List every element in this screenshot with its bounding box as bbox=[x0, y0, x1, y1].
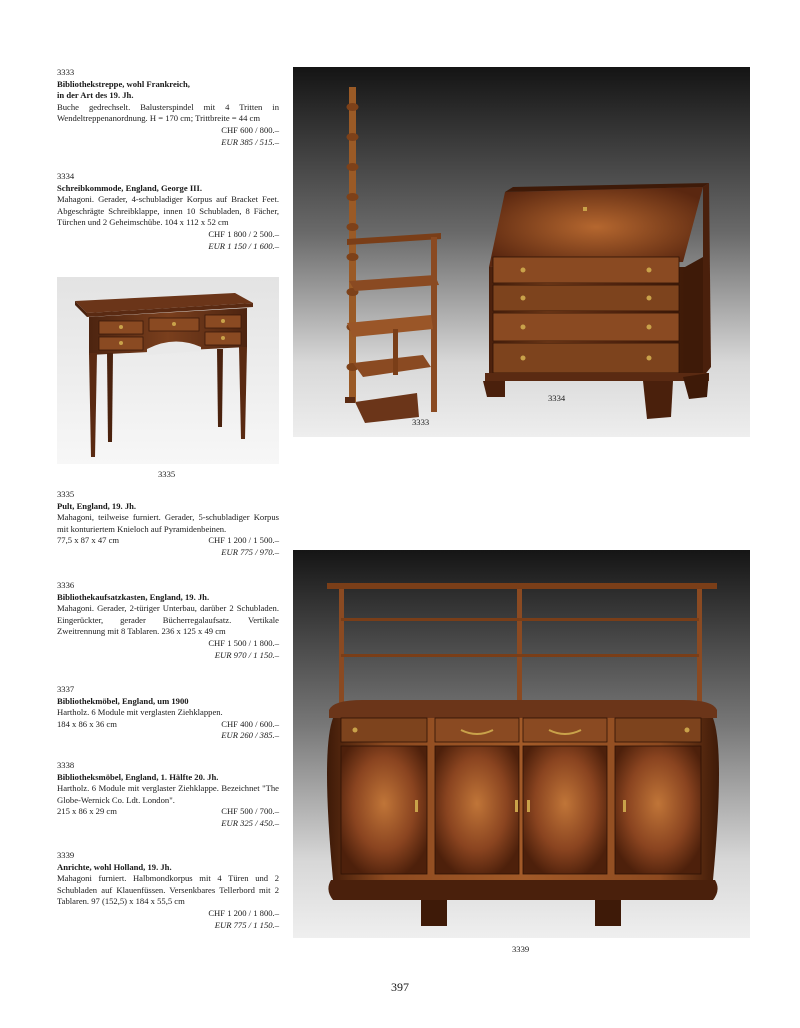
lot-estimate-chf: CHF 1 800 / 2 500.– bbox=[208, 228, 279, 239]
lot-3334 bbox=[57, 171, 279, 252]
lot-title: Schreibkommode, England, George III. bbox=[57, 182, 202, 193]
lot-3338 bbox=[57, 760, 279, 830]
lot-title: in der Art des 19. Jh. bbox=[57, 90, 134, 101]
lot-description: Mahagoni. Gerader, 2-türiger Unterbau, darüber 2 Schubladen. Eingerückter, gerader Bücherregalaufsatz. Vertikale Zweitrennung mit 8 Tablaren. 236 x 125 x 49 cm bbox=[57, 603, 279, 637]
lot-number: 3335 bbox=[57, 489, 75, 499]
lot-3333 bbox=[57, 67, 279, 148]
lot-estimate-chf: CHF 1 500 / 1 800.– bbox=[208, 637, 279, 648]
caption-3333: 3333 bbox=[412, 417, 430, 427]
lot-number: 3339 bbox=[57, 850, 75, 860]
lot-estimate-chf: CHF 600 / 800.– bbox=[221, 124, 279, 135]
lot-title: Bibliothekstreppe, wohl Frankreich, bbox=[57, 78, 190, 89]
lot-estimate-chf: CHF 1 200 / 1 500.– bbox=[208, 535, 279, 546]
photo-library-steps-and-bureau bbox=[293, 67, 750, 437]
caption-3339: 3339 bbox=[512, 944, 530, 954]
caption-3334: 3334 bbox=[548, 393, 566, 403]
writing-desk-illustration bbox=[57, 277, 279, 464]
lot-estimate-chf: CHF 500 / 700.– bbox=[221, 806, 279, 817]
lot-estimate-chf: CHF 1 200 / 1 800.– bbox=[208, 907, 279, 918]
caption-3335: 3335 bbox=[158, 469, 176, 479]
page-number: 397 bbox=[391, 980, 409, 994]
lot-dimensions: 184 x 86 x 36 cm bbox=[57, 718, 117, 729]
lot-3339 bbox=[57, 850, 279, 931]
lot-title: Pult, England, 19. Jh. bbox=[57, 500, 137, 511]
lot-3336 bbox=[57, 580, 279, 661]
photo-writing-desk bbox=[57, 277, 279, 464]
lot-estimate-eur: EUR 385 / 515.– bbox=[221, 136, 279, 147]
lot-estimate-eur: EUR 260 / 385.– bbox=[221, 730, 279, 741]
lot-number: 3336 bbox=[57, 580, 75, 590]
steps-and-bureau-illustration bbox=[293, 67, 750, 437]
photo-sideboard bbox=[293, 550, 750, 938]
lot-estimate-eur: EUR 970 / 1 150.– bbox=[214, 649, 279, 660]
lot-title: Bibliothekmöbel, England, um 1900 bbox=[57, 695, 189, 706]
lot-number: 3334 bbox=[57, 171, 75, 181]
sideboard-illustration bbox=[293, 550, 750, 938]
lot-estimate-chf: CHF 400 / 600.– bbox=[221, 718, 279, 729]
lot-3335 bbox=[57, 489, 279, 559]
lot-estimate-eur: EUR 1 150 / 1 600.– bbox=[208, 240, 279, 251]
lot-description: Buche gedrechselt. Balusterspindel mit 4 Tritten in Wendeltreppenanordnung. H = 170 cm; Trittbreite = 44 cm bbox=[57, 101, 279, 124]
lot-dimensions: 215 x 86 x 29 cm bbox=[57, 806, 117, 817]
lot-title: Bibliotheksmöbel, England, 1. Hälfte 20. Jh. bbox=[57, 771, 219, 782]
lot-description: Mahagoni, teilweise furniert. Gerader, 5-schubladiger Korpus mit konturiertem Knieloch auf Pyramidenbeinen. bbox=[57, 512, 279, 534]
lot-description: Mahagoni furniert. Halbmondkorpus mit 4 Türen und 2 Schubladen auf Klauenfüssen. Versenkbares Tellerbord mit 2 Tablaren. 97 (152,5) x 184 x 55,5 cm bbox=[57, 873, 279, 907]
lot-3337 bbox=[57, 684, 279, 742]
lot-number: 3333 bbox=[57, 67, 75, 77]
lot-title: Bibliothekaufsatzkasten, England, 19. Jh. bbox=[57, 591, 210, 602]
lot-estimate-eur: EUR 775 / 970.– bbox=[221, 546, 279, 557]
lot-dimensions: 77,5 x 87 x 47 cm bbox=[57, 535, 120, 546]
lot-estimate-eur: EUR 325 / 450.– bbox=[221, 817, 279, 828]
lot-title: Anrichte, wohl Holland, 19. Jh. bbox=[57, 861, 172, 872]
lot-description: Mahagoni. Gerader, 4-schubladiger Korpus auf Bracket Feet. Abgeschrägte Schreibklappe, innen 10 Schubladen, 8 Fächer, Türchen und 2 Geheimschübe. 104 x 112 x 52 cm bbox=[57, 194, 279, 228]
lot-number: 3338 bbox=[57, 760, 75, 770]
lot-description: Hartholz. 6 Module mit verglasten Ziehklappen. bbox=[57, 707, 223, 718]
lot-number: 3337 bbox=[57, 684, 75, 694]
lot-estimate-eur: EUR 775 / 1 150.– bbox=[214, 919, 279, 930]
lot-description: Hartholz. 6 Module mit verglaster Ziehklappe. Bezeichnet "The Globe-Wernick Co. Ldt. London". bbox=[57, 783, 279, 805]
